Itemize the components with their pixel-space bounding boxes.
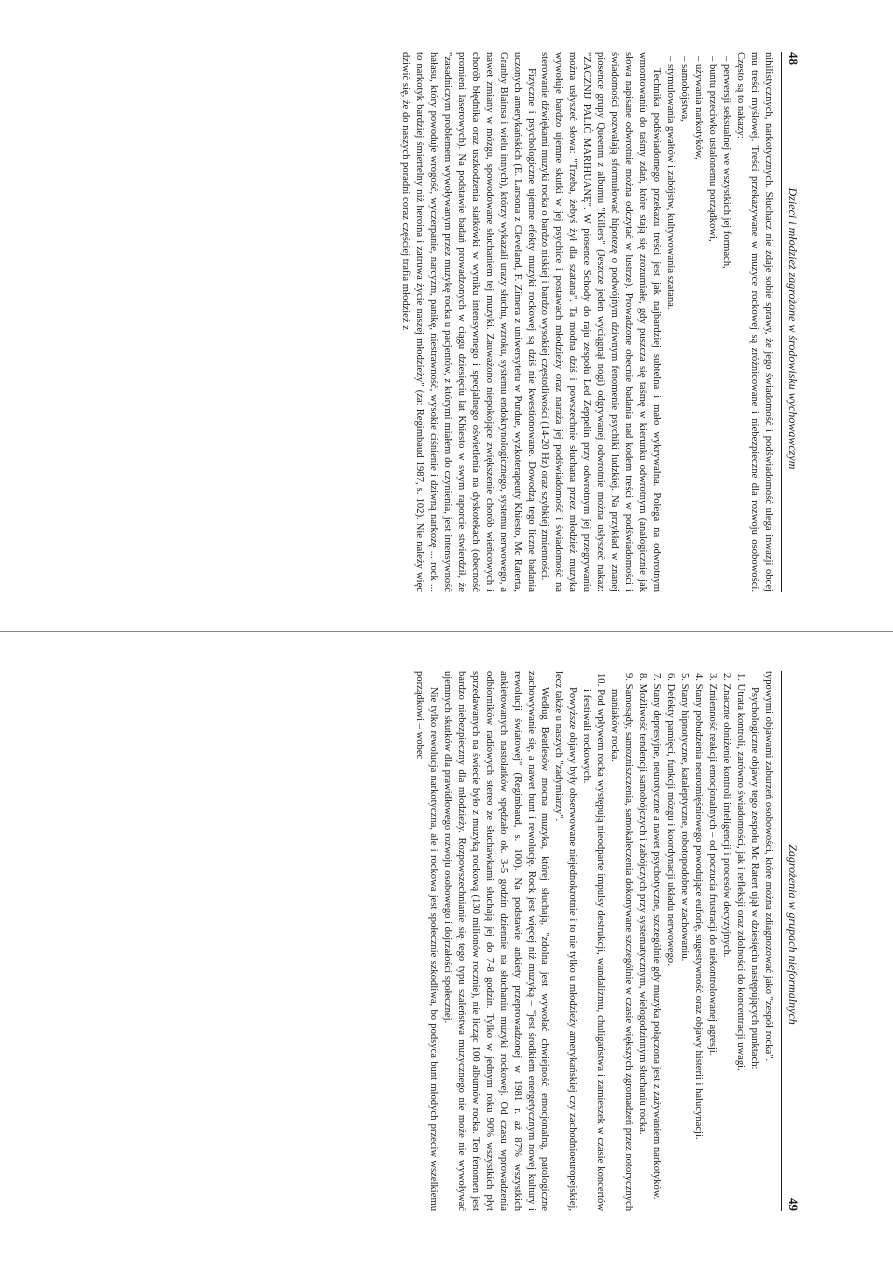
paragraph: Fizyczne i psychologiczne ujemne efekty muzyki rockowej są dziś nie kwestionowane. Dowodzą tego liczne badania uczonych amerykańskich (E. Larsona z Cleveland, F. Zimera z uniwersytetu w Purdue, wyzkoterapeuty Khiesto, Mc Raterta, Granby Blainsa i wielu innych), którzy wykazali urazy słuchu, wzroku, systemu endokrynologicznego, systemu nerwowego, a nawet zmiany w mózgu, spowodowane słuchaniem tej muzyki. Zauważono niepokojące zwiększenie chorób wieńcowych i chorób błędnika oraz uszkodzenia siatkówki w wyniku intensywnego i specjalnego oświetlenia na dyskotekach (obecność promieni laserowych). Na podstawie badań prowadzonych w ciągu dziesięciu lat Khiesto w swym raporcie stwierdził, że "zasadniczym problemem wywoływanym przez muzykę rocka u pacjentów, z którymi miałem do czynienia, jest intensywność hałasu, który powoduje wrogość, wyczerpanie, narcyzm, panikę, niestrawność, wysokie ciśnienie i dziwną narkozę ... rock ... to narkotyk bardziej śmiertelny niż heroina i zatruwa życie naszej młodzieży" (za: Regimbaud 1987, s. 102). Nie należy więc dziwić się, że do naszych poradni coraz częściej trafia młodzież z [399, 52, 537, 593]
page-number: 49 [785, 1197, 801, 1211]
list-item: 2. Znaczne obniżenie kontroli inteligencji i procesów decyzyjnych. [720, 672, 732, 958]
running-head: Dzieci i młodzież zagrożone w środowisku wychowawczym [785, 187, 800, 470]
list-item: 3. Zmienność reakcji emocjonalnych – od poczucia frustracji do niekontrolowanej agresji. [706, 672, 718, 1056]
list-item: – buntu przeciwko ustalonemu porządkowi, [706, 56, 718, 242]
left-page-header [781, 52, 801, 592]
list-item: – perwersji seksualnej we wszystkich jej formach, [720, 56, 732, 269]
list [663, 52, 733, 592]
list-item: 5. Stany hipnotyczne, kataleptyczne, robotopodobne w zachowaniu. [678, 672, 690, 962]
list-item: 8. Możliwość tendencji samobójczych i zabójczych przy systematycznym, wielogodzinnym słuchaniu rocka. [636, 672, 648, 1135]
list-item: 1. Utrata kontroli, zarówno świadomości, jak i refleksji oraz zdolności do koncentracji uwagi. [734, 672, 746, 1071]
list-item: – używania narkotyków, [692, 56, 704, 160]
list-item: 10. Pod wpływem rocka występują nieodparte impulsy destrukcji, wandalizmu, chuligaństwa i zamieszek w czasie koncertów i festiwali rockowych. [580, 672, 606, 1211]
paragraph: Psychologiczne objawy tego zespołu Mc Ratert ujął w dziesięciu następujących punktach: [748, 686, 760, 1070]
paragraph: typowymi objawami zaburzeń osobowości, które można zdiagnozować jako "zespół rocka". [762, 670, 774, 1062]
left-page-body [397, 52, 774, 592]
page-divider [0, 631, 893, 632]
list-item: 4. Stany pobudzenia neuromięśniowego powodujące euforię, sugestywność oraz objawy histerii i halucynacji. [692, 672, 704, 1140]
paragraph: Według Beatlesów mocna muzyka, której słuchają, "zdolna jest wywołać chwiejność emocjonalną, patologiczne zachowywanie się, a nawet bunt i rewolucję. Rock jest więcej niż muzyką – "jest środkiem energetycznym nowej kultury i rewolucji światowej" (Regimbaud, s. 100). Na podstawie ankiety przeprowadzonej w 1981 r. aż 87% wszystkich ankietowanych nastolatków spędzało ok. 3-5 godzin dziennie na słuchaniu muzyki rockowej. Od czasu wprowadzenia odbiorników radiowych stereo ze słuchawkami słuchają jej do 7-8 godzin. Tylko w jednym roku 90% wszystkich płyt sprzedawanych na świecie było z muzyką rockową (130 milionów rocznie), nie licząc 100 albumów rocka. Ten fenomen jest bardzo niebezpieczny dla młodzieży. Rozpowszechnianie się tego typu szaleństwa muzycznego nie może nie wywoływać ujemnych skutków dla prawidłowego rozwoju osobowego i dojrzałości społecznej. [441, 670, 550, 1211]
right-page-body [411, 671, 774, 1211]
list-item: 9. Samosądy, samozniszczenia, samokaleczenia dokonywane szczególnie w czasie większych zgromadzeń przez notorycznych maniaków rocka. [608, 672, 634, 1211]
page-number: 48 [785, 52, 801, 66]
paragraph: Powyższe objawy były obserwowane niejednokrotnie i to nie tylko u młodzieży amerykańskiej czy zachodnioeuropejskiej, lecz także u naszych "zadymiarzy". [552, 670, 578, 1211]
right-page [87, 661, 807, 1221]
list-item: – samobójstwa, [678, 56, 690, 122]
list-item: 6. Defekty pamięci, funkcji mózgu i koordynacji układu nerwowego. [664, 672, 676, 966]
list-item: 7. Stany depresyjne, neurotyczne a nawet psychotyczne, szczególnie gdy muzyka połączona jest z zażywaniem narkotyków. [650, 672, 662, 1200]
running-head: Zagrożenia w grupach nieformalnych [785, 844, 800, 1025]
paragraph: Technika podświadomego przekazu treści jest jak najbardziej subtelna i mało wykrywalna. Polega na odwrotnym wmontowaniu do taśmy zdań, które stają się zrozumiałe, gdy puszcza się taśmę w kierunku odwrotnym (analogicznie jak słowa napisane odwrotnie można odczytać w lustrze). Prowadzone obecnie badania nad kodem treści w podświadomości i świadomości pozwalają sformułować hipotezę o podwójnym dziwnym fenomenie psychiki ludzkiej. Na przykład w znanej piosence grupy Queenm z albumu "Killers" (Jeszcze jeden wyciągnął nogi) odgrywanej odwrotnie można usłyszeć nakaz: "ZACZNIJ PALIĆ MARIHUANĘ". W piosence Schody do raju zespołu Led Zeppelin przy odwrotnym jej przegrywaniu można usłyszeć słowa: "Trzeba, żebyś żył dla szatana". Ta modna dziś i powszechnie słuchana przez młodzież muzyka wywołuje bardzo ujemne skutki w jej psychice i postawach młodzieży oraz naraża jej podświadomość i świadomość na sterowanie dźwiękami muzyki rocka o bardzo niskiej i bardzo wysokiej częstotliwości (14-20 Hz) oraz szybkiej zmienności. [539, 52, 662, 593]
list-item: – stymulowania gwałtów i zabójstw, kultywowania szatana. [664, 56, 676, 310]
left-page [87, 42, 807, 602]
right-page-header [781, 671, 801, 1211]
paragraph: Nie tylko rewolucja narkotyczna, ale i rockowa jest społecznie szkodliwa, bo podsyca bunt młodych przeciw wszelkiemu porządkowi – wobec [413, 670, 439, 1211]
numbered-list [579, 671, 747, 1211]
paragraph: nihilistycznych, narkotycznych. Słuchacz nie zdaje sobie sprawy, że jego świadomość i podświadomość ulega inwazji obcej mu treści myślowej. Treści przekazywane w muzyce rockowej są zróżnicowane i niebezpieczne dla rozwoju osobowości. Często są to nakazy: [734, 52, 774, 593]
